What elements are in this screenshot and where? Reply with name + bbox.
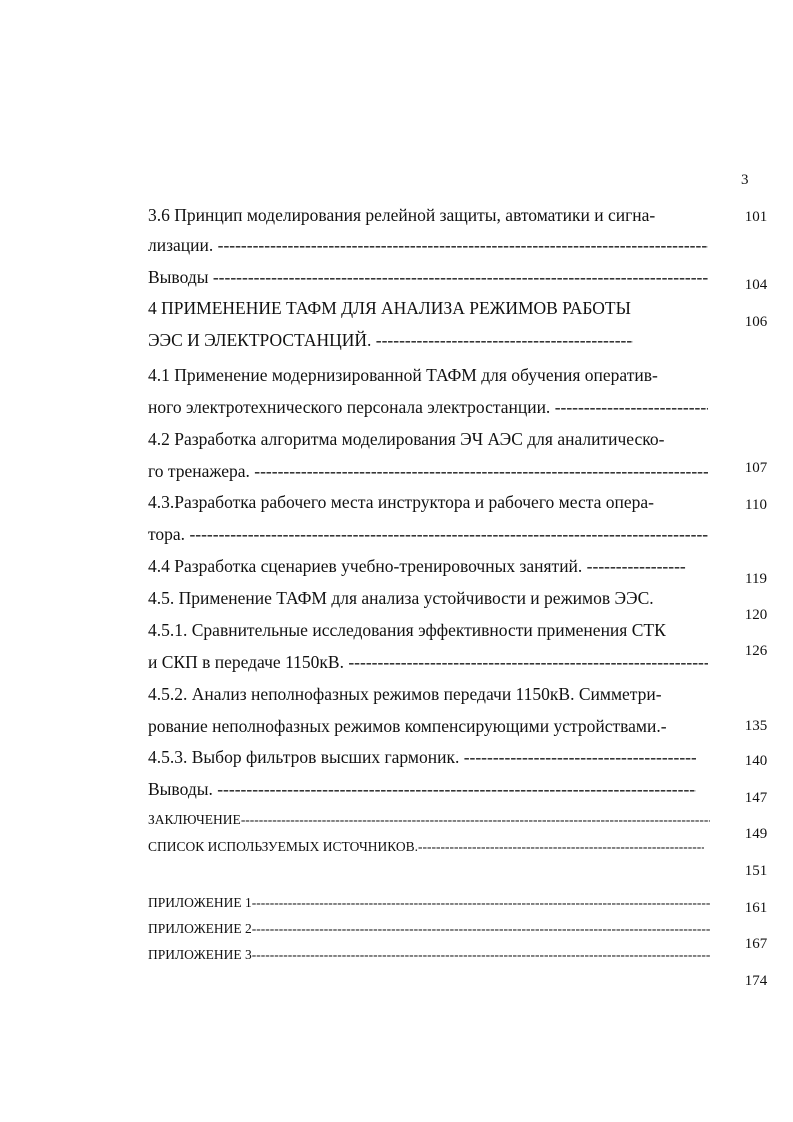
toc-entry-4-5-2-line1: 4.5.2. Анализ неполнофазных режимов передачи 1150кВ. Симметри- bbox=[148, 684, 662, 704]
toc-entry-4-2-line2: го тренажера. ----- bbox=[148, 460, 708, 482]
toc-page-number: 106 bbox=[744, 314, 768, 330]
toc-entry-4-3-line2: тора. ----- bbox=[148, 523, 708, 545]
toc-page-number: 119 bbox=[745, 571, 767, 587]
toc-entry-conclusions-4: Выводы. ----- bbox=[148, 778, 696, 800]
toc-entry-4-line1: 4 ПРИМЕНЕНИЕ ТАФМ ДЛЯ АНАЛИЗА РЕЖИМОВ РАБОТЫ bbox=[148, 298, 631, 318]
toc-entry-4-line2: ЭЭС И ЭЛЕКТРОСТАНЦИЙ. ----- bbox=[148, 329, 633, 351]
toc-entry-appendix-1: ПРИЛОЖЕНИЕ 1 ----- bbox=[148, 894, 710, 912]
toc-entry-references: СПИСОК ИСПОЛЬЗУЕМЫХ ИСТОЧНИКОВ. ----- bbox=[148, 838, 704, 856]
toc-page-number: 174 bbox=[744, 973, 768, 989]
toc-page-number: 147 bbox=[744, 790, 768, 806]
toc-entry-conclusion: ЗАКЛЮЧЕНИЕ ----- bbox=[148, 811, 710, 829]
toc-entry-4-1-line1: 4.1 Применение модернизированной ТАФМ для обучения оператив- bbox=[148, 365, 658, 385]
toc-page-number: 110 bbox=[745, 497, 767, 513]
toc-page-number: 161 bbox=[744, 900, 768, 916]
toc-entry-4-5-1-line2: и СКП в передаче 1150кВ. ----- bbox=[148, 651, 708, 673]
toc-page-number: 167 bbox=[744, 936, 768, 952]
page-number: 3 bbox=[741, 172, 749, 188]
toc-entry-4-5-2-line2: рование неполнофазных режимов компенсирующими устройствами.- bbox=[148, 716, 667, 736]
toc-page-number: 151 bbox=[744, 863, 768, 879]
toc-entry-appendix-2: ПРИЛОЖЕНИЕ 2 ----- bbox=[148, 920, 710, 938]
toc-page-number: 135 bbox=[744, 718, 768, 734]
toc-entry-4-5-1-line1: 4.5.1. Сравнительные исследования эффективности применения СТК bbox=[148, 620, 666, 640]
toc-entry-4-4: 4.4 Разработка сценариев учебно-тренировочных занятий. ----- bbox=[148, 555, 686, 577]
toc-page-number: 120 bbox=[744, 607, 768, 623]
toc-page-number: 101 bbox=[744, 209, 768, 225]
toc-entry-appendix-3: ПРИЛОЖЕНИЕ 3 ----- bbox=[148, 946, 710, 964]
toc-page-number: 140 bbox=[744, 753, 768, 769]
toc-entry-4-5-3: 4.5.3. Выбор фильтров высших гармоник. ----- bbox=[148, 746, 696, 768]
toc-page-number: 149 bbox=[744, 826, 768, 842]
toc-entry-4-1-line2: ного электротехнического персонала электростанции. ----- bbox=[148, 396, 708, 418]
toc-entry-3-6-line2: лизации. ----- bbox=[148, 234, 708, 256]
toc-entry-4-5: 4.5. Применение ТАФМ для анализа устойчивости и режимов ЭЭС. bbox=[148, 588, 654, 608]
toc-entry-conclusions-3: Выводы ----- bbox=[148, 266, 708, 288]
toc-page-number: 126 bbox=[744, 643, 768, 659]
toc-page-number: 107 bbox=[744, 460, 768, 476]
toc-page-number: 104 bbox=[744, 277, 768, 293]
toc-entry-3-6-line1: 3.6 Принцип моделирования релейной защиты, автоматики и сигна- bbox=[148, 205, 656, 225]
toc-entry-4-2-line1: 4.2 Разработка алгоритма моделирования ЭЧ АЭС для аналитическо- bbox=[148, 429, 665, 449]
toc-entry-4-3-line1: 4.3.Разработка рабочего места инструктора и рабочего места опера- bbox=[148, 492, 654, 512]
